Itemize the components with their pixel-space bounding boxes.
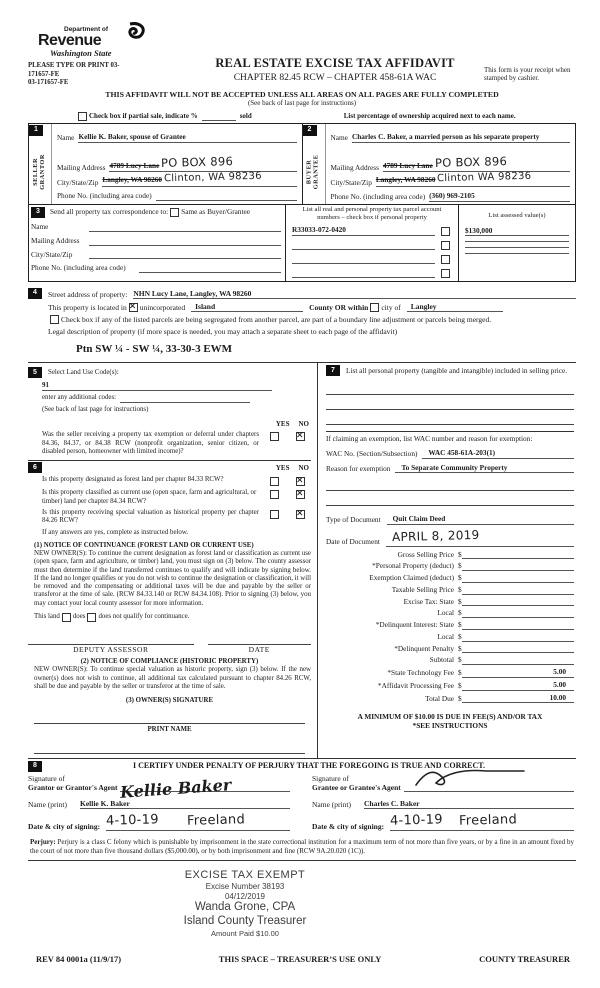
print-line-1: PLEASE TYPE OR PRINT 03- bbox=[28, 62, 120, 70]
land-use-code-value[interactable]: 91 bbox=[42, 382, 272, 391]
seller-word: SELLER bbox=[32, 157, 40, 186]
seller-mailing-handwritten: PO BOX 896 bbox=[160, 153, 234, 170]
parcel-3-field[interactable] bbox=[292, 263, 435, 264]
s3-name-field[interactable] bbox=[89, 231, 281, 232]
street-address-value[interactable]: NHN Lucy Lane, Langley, WA 98260 bbox=[133, 289, 576, 299]
grantor-word: GRANTOR bbox=[39, 154, 47, 190]
grantor-agent-label: Grantor or Grantor's Agent bbox=[28, 782, 118, 792]
personal-property-label: List all personal property (tangible and intangible) included in selling price. bbox=[346, 366, 568, 376]
fee-value-10[interactable]: 5.00 bbox=[462, 668, 574, 678]
stamp-excise-number: Excise Number 38193 bbox=[205, 882, 285, 892]
fee-label-5: Local bbox=[437, 608, 454, 618]
seller-phone-value[interactable] bbox=[156, 200, 297, 201]
dollar-7: $ bbox=[458, 631, 462, 641]
deferral-question: Was the seller receiving a property tax exemption or deferral under chapters 84.36, 84.37, or 84.38 RCW (nonprofit organization, senior citizen, or disabled person, homeowner with limited income)? bbox=[42, 431, 259, 455]
minimum-fee-note: A MINIMUM OF $10.00 IS DUE IN FEE(S) AND/OR TAX bbox=[357, 712, 543, 722]
reason-line-3[interactable] bbox=[326, 495, 574, 506]
seller-city-label: City/State/Zip bbox=[57, 177, 99, 187]
deputy-assessor-line[interactable] bbox=[28, 634, 194, 645]
forest-no-checkbox[interactable] bbox=[296, 477, 305, 486]
street-address-label: Street address of property: bbox=[48, 290, 128, 300]
fee-value-11[interactable]: 5.00 bbox=[462, 681, 574, 691]
does-not-label: does not qualify for continuance. bbox=[98, 613, 190, 621]
buyer-city-struck: Langley, WA 98260 bbox=[375, 175, 436, 185]
buyer-city-value[interactable] bbox=[375, 171, 570, 187]
stamp-amount-paid: Amount Paid $10.00 bbox=[211, 928, 279, 938]
reason-line-2[interactable] bbox=[326, 480, 574, 491]
partial-sale-percent-field[interactable] bbox=[202, 120, 236, 121]
buyer-mailing-label: Mailing Address bbox=[330, 162, 379, 172]
forest-yes-checkbox[interactable] bbox=[270, 477, 279, 486]
grantor-date-city-field[interactable] bbox=[105, 811, 290, 832]
dollar-1: $ bbox=[458, 561, 462, 571]
buyer-mailing-value[interactable] bbox=[382, 153, 570, 173]
dollar-4: $ bbox=[458, 596, 462, 606]
notice-compliance-body: NEW OWNER(S): To continue special valuation as historic property, sign (3) below. If the new owner(s) does not wish to continue, all additional tax calculated pursuant to chapter 84.26 RCW, shall be due and payable by the seller or transferor at the time of sale. bbox=[34, 666, 311, 690]
assessed-value-3[interactable] bbox=[465, 247, 569, 248]
any-yes-note: If any answers are yes, complete as instructed below. bbox=[42, 529, 189, 537]
grantee-date-city-label: Date & city of signing: bbox=[312, 822, 385, 832]
fee-value-7[interactable] bbox=[462, 641, 574, 642]
historical-question: Is this property receiving special valuation as historical property per chapter 84.26 RCW? bbox=[42, 508, 259, 525]
pp-line-1[interactable] bbox=[326, 384, 574, 395]
buyer-word: BUYER bbox=[305, 159, 313, 185]
assessed-value-1[interactable]: $130,000 bbox=[465, 227, 569, 237]
logo-dept-text: Department of bbox=[64, 26, 109, 33]
correspondence-label: Send all property tax correspondence to: bbox=[50, 207, 169, 217]
county-treasurer-label: COUNTY TREASURER bbox=[479, 953, 570, 964]
form-subtitle: CHAPTER 82.45 RCW – CHAPTER 458-61A WAC bbox=[233, 73, 437, 83]
fee-value-9[interactable] bbox=[462, 664, 574, 665]
perjury-lead: Perjury: bbox=[30, 838, 56, 847]
type-of-document-value[interactable]: Quit Claim Deed bbox=[387, 515, 574, 525]
buyer-phone-label: Phone No. (including area code) bbox=[330, 192, 426, 202]
parcel-4-field[interactable] bbox=[292, 277, 435, 278]
fee-label-3: Taxable Selling Price bbox=[391, 584, 454, 594]
grantor-date-handwritten: 4-10-19 bbox=[105, 811, 160, 829]
grantee-name-print-value[interactable]: Charles C. Baker bbox=[364, 799, 574, 809]
grantor-name-print-label: Name (print) bbox=[28, 799, 67, 809]
s3-city-label: City/State/Zip bbox=[31, 249, 73, 259]
assessed-value-4[interactable] bbox=[465, 253, 569, 254]
buyer-name-label: Name bbox=[330, 132, 348, 142]
parcel-3-personal-checkbox[interactable] bbox=[441, 255, 450, 264]
certify-statement: I CERTIFY UNDER PENALTY OF PERJURY THAT THE FOREGOING IS TRUE AND CORRECT. bbox=[132, 761, 485, 771]
city-checkbox[interactable] bbox=[370, 303, 379, 312]
historical-yes-checkbox[interactable] bbox=[270, 510, 279, 519]
fee-label-10: *State Technology Fee bbox=[387, 668, 454, 678]
fee-label-0: Gross Selling Price bbox=[397, 549, 454, 559]
buyer-grantee-vertical-label bbox=[303, 140, 325, 205]
buyer-name-value[interactable]: Charles C. Baker, a married person as his separate property bbox=[352, 133, 570, 143]
sold-label: sold bbox=[239, 112, 252, 121]
seller-mailing-struck: 4789 Lucy Lane bbox=[109, 160, 160, 170]
logo-revenue-text: Revenue bbox=[38, 31, 102, 49]
partial-sale-checkbox[interactable] bbox=[78, 112, 87, 121]
wac-label: WAC No. (Section/Subsection) bbox=[326, 448, 418, 458]
additional-codes-field[interactable] bbox=[120, 402, 250, 403]
fee-label-12: Total Due bbox=[425, 693, 454, 703]
assessor-date-label: DATE bbox=[248, 644, 270, 654]
seller-city-handwritten: Clinton, WA 98236 bbox=[163, 171, 262, 185]
dollar-3: $ bbox=[458, 584, 462, 594]
buyer-city-handwritten: Clinton WA 98236 bbox=[437, 171, 532, 185]
forest-land-question: Is this property designated as forest land per chapter 84.33 RCW? bbox=[42, 476, 224, 484]
section-7-badge: 7 bbox=[326, 365, 340, 376]
grantor-signature-field[interactable] bbox=[119, 774, 290, 802]
buyer-mailing-struck: 4789 Lucy Lane bbox=[382, 160, 433, 170]
s3-phone-field[interactable] bbox=[139, 272, 281, 273]
stamp-exempt-line: EXCISE TAX EXEMPT bbox=[184, 869, 306, 881]
grantor-date-city-label: Date & city of signing: bbox=[28, 822, 101, 832]
type-of-document-label: Type of Document bbox=[326, 515, 381, 525]
s3-name-label: Name bbox=[31, 222, 49, 232]
partial-sale-row bbox=[76, 112, 576, 121]
dollar-8: $ bbox=[458, 643, 462, 653]
logo-state-text: Washington State bbox=[50, 48, 112, 59]
section-3-badge: 3 bbox=[31, 207, 45, 218]
current-use-yes-checkbox[interactable] bbox=[270, 490, 279, 499]
dollar-2: $ bbox=[458, 573, 462, 583]
s5-no-label: NO bbox=[298, 420, 309, 429]
receipt-note: This form is your receipt when stamped by cashier. bbox=[484, 66, 571, 83]
current-use-question: Is this property classified as current use (open space, farm and agricultural, or timber) land per chapter 84.34 RCW? bbox=[42, 489, 257, 505]
grantee-agent-label: Grantee or Grantee's Agent bbox=[312, 782, 401, 792]
current-use-no-checkbox[interactable] bbox=[296, 490, 305, 499]
notice-continuance-title: (1) NOTICE OF CONTINUANCE (FOREST LAND OR CURRENT USE) bbox=[34, 541, 254, 549]
perjury-body: Perjury is a class C felony which is punishable by imprisonment in the state correctional institution for a maximum term of not more than five years, or by a fine in an amount fixed by the court of not more than five thousand dollars ($5,000.00), or by both imprisonment and fine (RCW 9A.20.020 (1C)). bbox=[30, 838, 574, 855]
parties-box bbox=[28, 123, 576, 206]
grantor-signature-of-label: Signature of bbox=[28, 773, 65, 783]
dollar-0: $ bbox=[458, 549, 462, 559]
s3-mailing-label: Mailing Address bbox=[31, 235, 80, 245]
reason-value[interactable]: To Separate Community Property bbox=[395, 464, 574, 474]
owners-signature-label: (3) OWNER(S) SIGNATURE bbox=[125, 697, 214, 705]
fee-value-3[interactable] bbox=[462, 594, 574, 595]
pp-line-3[interactable] bbox=[326, 414, 574, 425]
buyer-section bbox=[303, 124, 576, 205]
s3-mailing-field[interactable] bbox=[89, 245, 281, 246]
s3-phone-label: Phone No. (including area code) bbox=[31, 263, 126, 273]
city-name-value[interactable]: Langley bbox=[407, 302, 503, 312]
section-8-badge: 8 bbox=[28, 761, 42, 772]
reason-label: Reason for exemption bbox=[326, 463, 391, 473]
grantee-signature-field[interactable] bbox=[404, 777, 574, 792]
grantee-name-print-label: Name (print) bbox=[312, 799, 351, 809]
section-2-badge: 2 bbox=[303, 125, 317, 136]
treasurer-stamp bbox=[120, 869, 370, 938]
parcel-4-personal-checkbox[interactable] bbox=[441, 269, 450, 278]
same-as-buyer-label: Same as Buyer/Grantee bbox=[181, 207, 251, 217]
deferral-no-checkbox[interactable] bbox=[296, 432, 305, 441]
seller-mailing-value[interactable] bbox=[109, 153, 296, 173]
section-7 bbox=[318, 363, 576, 757]
parcel-1-personal-checkbox[interactable] bbox=[441, 227, 450, 236]
section-8 bbox=[28, 761, 576, 861]
stamp-treasurer-name: Wanda Grone, CPA bbox=[194, 901, 296, 914]
grantor-city-handwritten: Freeland bbox=[186, 811, 245, 829]
s3-city-field[interactable] bbox=[89, 258, 281, 259]
additional-codes-label: enter any additional codes: bbox=[42, 394, 117, 402]
fee-label-9: Subtotal bbox=[429, 655, 454, 665]
fee-label-6: *Delinquent Interest: State bbox=[375, 620, 454, 630]
print-line-3: 03-171657-FE bbox=[28, 79, 69, 87]
fee-label-8: *Delinquent Penalty bbox=[394, 643, 454, 653]
dollar-6: $ bbox=[458, 620, 462, 630]
historical-no-checkbox[interactable] bbox=[296, 510, 305, 519]
date-of-document-value[interactable] bbox=[386, 528, 574, 546]
dollar-9: $ bbox=[458, 655, 462, 665]
fee-value-1[interactable] bbox=[462, 570, 574, 571]
ownership-note: List percentage of ownership acquired next to each name. bbox=[343, 112, 516, 121]
fee-label-2: Exemption Claimed (deduct) bbox=[369, 573, 454, 583]
fee-value-0[interactable] bbox=[462, 558, 574, 559]
unincorporated-label: unincorporated bbox=[139, 303, 186, 313]
grantee-date-handwritten: 4-10-19 bbox=[389, 811, 444, 829]
print-name-line[interactable] bbox=[34, 743, 305, 754]
seller-mailing-label: Mailing Address bbox=[57, 162, 106, 172]
grantee-signature-scribble bbox=[412, 767, 532, 789]
not-accepted-warning: THIS AFFIDAVIT WILL NOT BE ACCEPTED UNLESS ALL AREAS ON ALL PAGES ARE FULLY COMPLETED bbox=[105, 89, 499, 99]
grantee-word: GRANTEE bbox=[312, 154, 320, 190]
see-back-note: (See back of last page for instructions) bbox=[247, 99, 357, 108]
s5-see-back: (See back of last page for instructions) bbox=[42, 405, 149, 413]
form-header bbox=[28, 26, 576, 88]
date-of-document-handwritten: APRIL 8, 2019 bbox=[391, 528, 480, 545]
wac-value[interactable]: WAC 458-61A-203(1) bbox=[422, 449, 574, 459]
seller-name-value[interactable]: Kellie K. Baker, spouse of Grantee bbox=[78, 133, 296, 143]
fee-value-2[interactable] bbox=[462, 582, 574, 583]
exemption-note: If claiming an exemption, list WAC number and reason for exemption: bbox=[326, 431, 574, 444]
fee-value-6[interactable] bbox=[462, 629, 574, 630]
assessor-date-line[interactable] bbox=[208, 634, 311, 645]
perjury-paragraph bbox=[28, 835, 576, 861]
section-4 bbox=[28, 282, 576, 363]
seller-name-label: Name bbox=[57, 132, 75, 142]
buyer-strip bbox=[303, 124, 326, 205]
seller-city-value[interactable] bbox=[102, 171, 296, 187]
legal-description-label: Legal description of property (if more space is needed, you may attach a separate sheet to each page of the affidavit) bbox=[48, 327, 398, 337]
county-name-value[interactable]: Island bbox=[191, 302, 303, 312]
seller-city-struck: Langley, WA 98260 bbox=[102, 175, 163, 185]
owners-signature-line[interactable] bbox=[34, 713, 305, 724]
does-label: does bbox=[72, 613, 86, 621]
s6-yes-label: YES bbox=[275, 463, 290, 472]
dollar-5: $ bbox=[458, 608, 462, 618]
grantee-date-city-field[interactable] bbox=[389, 811, 574, 832]
fee-label-11: *Affidavit Processing Fee bbox=[377, 680, 454, 690]
notice-continuance-body: NEW OWNER(S): To continue the current designation as forest land or classification as current use (open space, farm and agriculture, or timber) land, you must sign on (3) below. The county assessor must then determine if the land transferred continues to qualify and will indicate by signing below. If the land no longer qualifies or you do not wish to continue the designation or classification, it will be removed and the compensating or additional taxes will be due and payable by the seller or transferor at the time of sale. (RCW 84.33.140 or RCW 84.34.108). Prior to signing (3) below, you may contact your local county assessor for more information. bbox=[34, 549, 311, 607]
section-3 bbox=[28, 205, 576, 282]
segregated-label: Check box if any of the listed parcels are being segregated from another parcel, are part of a boundary line adjustment or parcels being merged. bbox=[61, 315, 492, 325]
middle-columns bbox=[28, 363, 576, 758]
grantee-signature-of-label: Signature of bbox=[312, 773, 349, 783]
fee-value-8[interactable] bbox=[462, 652, 574, 653]
see-instructions-note: *SEE INSTRUCTIONS bbox=[412, 721, 488, 731]
seller-phone-label: Phone No. (including area code) bbox=[57, 191, 152, 201]
buyer-city-label: City/State/Zip bbox=[330, 177, 372, 187]
parcel-2-field[interactable] bbox=[292, 249, 435, 250]
rev-number: REV 84 0001a (11/9/17) bbox=[36, 953, 122, 964]
please-type-note bbox=[28, 62, 186, 87]
land-use-label: Select Land Use Code(s): bbox=[48, 368, 119, 376]
form-title: REAL ESTATE EXCISE TAX AFFIDAVIT bbox=[215, 56, 455, 70]
print-name-label: PRINT NAME bbox=[147, 726, 192, 734]
fee-label-1: *Personal Property (deduct) bbox=[372, 561, 454, 571]
deferral-yes-checkbox[interactable] bbox=[270, 432, 279, 441]
assessed-value-2[interactable] bbox=[465, 241, 569, 242]
treasurer-use-label: THIS SPACE – TREASURER’S USE ONLY bbox=[218, 953, 382, 964]
section-6-badge: 6 bbox=[28, 462, 42, 473]
stamp-date: 04/12/2019 bbox=[224, 891, 266, 901]
dollar-10: $ bbox=[458, 668, 462, 678]
parcel-2-personal-checkbox[interactable] bbox=[441, 241, 450, 250]
grantor-signature-handwritten: Kellie Baker bbox=[119, 774, 232, 802]
dollar-11: $ bbox=[458, 680, 462, 690]
fee-value-4[interactable] bbox=[462, 605, 574, 606]
buyer-mailing-handwritten: PO BOX 896 bbox=[434, 153, 507, 170]
date-of-document-label: Date of Document bbox=[326, 536, 380, 546]
fee-label-7: Local bbox=[437, 631, 454, 641]
assessed-values-header: List assessed value(s) bbox=[488, 212, 546, 220]
s6-no-label: NO bbox=[298, 463, 309, 472]
city-of-label: city of bbox=[381, 303, 401, 313]
does-not-checkbox[interactable] bbox=[87, 613, 96, 622]
deputy-assessor-label: DEPUTY ASSESSOR bbox=[73, 644, 149, 654]
county-or-label: County OR within bbox=[309, 303, 369, 313]
section-5-badge: 5 bbox=[28, 367, 42, 378]
same-as-buyer-checkbox[interactable] bbox=[170, 208, 179, 217]
located-in-label: This property is located in bbox=[48, 303, 127, 313]
grantor-name-print-value[interactable]: Kellie K. Baker bbox=[80, 799, 290, 809]
fee-label-4: Excise Tax: State bbox=[403, 596, 454, 606]
form-footer bbox=[28, 954, 576, 964]
parcel-numbers-header: List all real and personal property tax parcel account numbers – check box if personal property bbox=[302, 206, 442, 221]
print-line-2: 171657-FE bbox=[28, 70, 60, 78]
fee-value-12[interactable]: 10.00 bbox=[462, 694, 574, 704]
partial-sale-label: Check box if partial sale, indicate % bbox=[89, 112, 198, 121]
seller-grantor-vertical-label bbox=[29, 140, 51, 205]
grantee-city-handwritten: Freeland bbox=[458, 811, 517, 829]
this-land-label: This land bbox=[34, 613, 60, 621]
buyer-phone-value[interactable]: (360) 969-2105 bbox=[429, 192, 570, 202]
dor-logo bbox=[28, 26, 186, 58]
dor-logo-icon bbox=[116, 22, 146, 48]
does-checkbox[interactable] bbox=[62, 613, 71, 622]
seller-section bbox=[29, 124, 303, 205]
parcel-number-value[interactable]: R33033-072-0420 bbox=[292, 226, 435, 236]
segregated-checkbox[interactable] bbox=[50, 315, 59, 324]
section-4-badge: 4 bbox=[28, 288, 42, 299]
stamp-treasurer-title: Island County Treasurer bbox=[183, 915, 307, 928]
seller-strip bbox=[29, 124, 52, 205]
sections-5-6 bbox=[28, 363, 318, 757]
unincorporated-checkbox[interactable] bbox=[129, 303, 138, 312]
legal-description-value[interactable]: Ptn SW ¼ - SW ¼, 33-30-3 EWM bbox=[76, 343, 233, 356]
fee-value-5[interactable] bbox=[462, 617, 574, 618]
section-1-badge: 1 bbox=[29, 125, 43, 136]
pp-line-2[interactable] bbox=[326, 399, 574, 410]
notice-compliance-title: (2) NOTICE OF COMPLIANCE (HISTORIC PROPERTY) bbox=[80, 657, 259, 665]
s5-yes-label: YES bbox=[275, 420, 290, 429]
dollar-12: $ bbox=[458, 693, 462, 703]
